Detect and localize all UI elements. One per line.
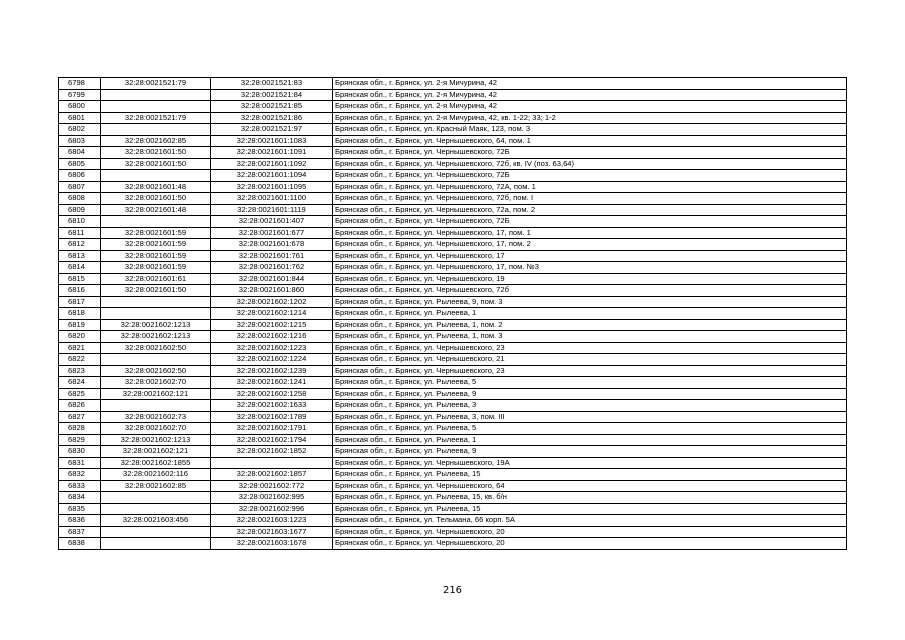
parent-cadastral-cell	[101, 170, 211, 182]
table-row	[59, 423, 847, 435]
row-number-cell: 6812	[59, 239, 101, 251]
row-number-cell: 6835	[59, 503, 101, 515]
address-cell: Брянская обл., г. Брянск, ул. Чернышевского, 64, пом. 1	[333, 135, 847, 147]
row-number-cell: 6828	[59, 423, 101, 435]
row-number-cell: 6824	[59, 377, 101, 389]
cadastral-number-cell: 32:28:0021601:678	[211, 239, 333, 251]
table-row	[59, 365, 847, 377]
row-number-cell: 6800	[59, 101, 101, 113]
table-row	[59, 112, 847, 124]
parent-cadastral-cell: 32:28:0021602:85	[101, 480, 211, 492]
parent-cadastral-cell: 32:28:0021602:50	[101, 365, 211, 377]
row-number-cell: 6808	[59, 193, 101, 205]
cadastral-number-cell: 32:28:0021602:1794	[211, 434, 333, 446]
cadastral-number-cell: 32:28:0021603:1223	[211, 515, 333, 527]
parent-cadastral-cell: 32:28:0021601:50	[101, 147, 211, 159]
table-row	[59, 308, 847, 320]
address-cell: Брянская обл., г. Брянск, ул. Чернышевского, 20	[333, 538, 847, 550]
address-cell: Брянская обл., г. Брянск, ул. Чернышевского, 72б	[333, 285, 847, 297]
table-row	[59, 101, 847, 113]
row-number-cell: 6821	[59, 342, 101, 354]
row-number-cell: 6827	[59, 411, 101, 423]
table-row	[59, 354, 847, 366]
address-cell: Брянская обл., г. Брянск, ул. Чернышевского, 72А, пом. 1	[333, 181, 847, 193]
table-row	[59, 457, 847, 469]
cadastral-number-cell: 32:28:0021602:1202	[211, 296, 333, 308]
address-cell: Брянская обл., г. Брянск, ул. 2-я Мичурина, 42	[333, 78, 847, 90]
address-cell: Брянская обл., г. Брянск, ул. Чернышевского, 23	[333, 342, 847, 354]
parent-cadastral-cell	[101, 400, 211, 412]
address-cell: Брянская обл., г. Брянск, ул. Чернышевского, 17, пом. №3	[333, 262, 847, 274]
row-number-cell: 6811	[59, 227, 101, 239]
parent-cadastral-cell	[101, 216, 211, 228]
parent-cadastral-cell	[101, 354, 211, 366]
table-row	[59, 89, 847, 101]
address-cell: Брянская обл., г. Брянск, ул. Рылеева, 1, пом. 2	[333, 319, 847, 331]
table-row	[59, 515, 847, 527]
address-cell: Брянская обл., г. Брянск, ул. Чернышевского, 19	[333, 273, 847, 285]
table-row	[59, 227, 847, 239]
table-row	[59, 78, 847, 90]
row-number-cell: 6817	[59, 296, 101, 308]
cadastral-number-cell: 32:28:0021602:1791	[211, 423, 333, 435]
row-number-cell: 6806	[59, 170, 101, 182]
row-number-cell: 6815	[59, 273, 101, 285]
parent-cadastral-cell: 32:28:0021601:48	[101, 181, 211, 193]
parent-cadastral-cell: 32:28:0021601:59	[101, 239, 211, 251]
address-cell: Брянская обл., г. Брянск, ул. Рылеева, 9	[333, 388, 847, 400]
address-cell: Брянская обл., г. Брянск, ул. Чернышевского, 17	[333, 250, 847, 262]
cadastral-number-cell: 32:28:0021521:85	[211, 101, 333, 113]
table-row	[59, 434, 847, 446]
cadastral-number-cell: 32:28:0021521:84	[211, 89, 333, 101]
parent-cadastral-cell: 32:28:0021601:50	[101, 158, 211, 170]
parent-cadastral-cell: 32:28:0021602:121	[101, 388, 211, 400]
table-row	[59, 193, 847, 205]
cadastral-number-cell: 32:28:0021601:1091	[211, 147, 333, 159]
cadastral-number-cell: 32:28:0021601:1100	[211, 193, 333, 205]
table-row	[59, 216, 847, 228]
row-number-cell: 6802	[59, 124, 101, 136]
row-number-cell: 6836	[59, 515, 101, 527]
cadastral-number-cell: 32:28:0021601:1083	[211, 135, 333, 147]
row-number-cell: 6838	[59, 538, 101, 550]
table-row	[59, 446, 847, 458]
row-number-cell: 6819	[59, 319, 101, 331]
cadastral-number-cell: 32:28:0021602:1789	[211, 411, 333, 423]
parent-cadastral-cell: 32:28:0021602:1213	[101, 331, 211, 343]
address-cell: Брянская обл., г. Брянск, ул. Чернышевского, 21	[333, 354, 847, 366]
row-number-cell: 6833	[59, 480, 101, 492]
parent-cadastral-cell: 32:28:0021603:456	[101, 515, 211, 527]
parent-cadastral-cell	[101, 503, 211, 515]
cadastral-number-cell: 32:28:0021602:1224	[211, 354, 333, 366]
table-row	[59, 262, 847, 274]
parent-cadastral-cell: 32:28:0021601:59	[101, 227, 211, 239]
cadastral-number-cell: 32:28:0021602:1258	[211, 388, 333, 400]
table-row	[59, 388, 847, 400]
cadastral-number-cell: 32:28:0021602:1852	[211, 446, 333, 458]
table-row	[59, 469, 847, 481]
address-cell: Брянская обл., г. Брянск, ул. Тельмана, 66 корп. 5А	[333, 515, 847, 527]
row-number-cell: 6810	[59, 216, 101, 228]
row-number-cell: 6818	[59, 308, 101, 320]
address-cell: Брянская обл., г. Брянск, ул. Чернышевского, 20	[333, 526, 847, 538]
table-row	[59, 492, 847, 504]
page-number: 216	[442, 585, 463, 596]
address-cell: Брянская обл., г. Брянск, ул. Рылеева, 5	[333, 377, 847, 389]
parent-cadastral-cell: 32:28:0021602:50	[101, 342, 211, 354]
address-cell: Брянская обл., г. Брянск, ул. Рылеева, 1, пом. 3	[333, 331, 847, 343]
row-number-cell: 6832	[59, 469, 101, 481]
row-number-cell: 6823	[59, 365, 101, 377]
table-row	[59, 331, 847, 343]
parent-cadastral-cell: 32:28:0021602:1213	[101, 434, 211, 446]
row-number-cell: 6816	[59, 285, 101, 297]
row-number-cell: 6799	[59, 89, 101, 101]
table-row	[59, 285, 847, 297]
parent-cadastral-cell	[101, 124, 211, 136]
parent-cadastral-cell: 32:28:0021601:59	[101, 250, 211, 262]
cadastral-number-cell: 32:28:0021602:1241	[211, 377, 333, 389]
row-number-cell: 6801	[59, 112, 101, 124]
address-cell: Брянская обл., г. Брянск, ул. Чернышевского, 19А	[333, 457, 847, 469]
address-cell: Брянская обл., г. Брянск, ул. Чернышевского, 72Б	[333, 170, 847, 182]
parent-cadastral-cell: 32:28:0021602:1855	[101, 457, 211, 469]
parent-cadastral-cell: 32:28:0021602:70	[101, 423, 211, 435]
address-cell: Брянская обл., г. Брянск, ул. Рылеева, 1	[333, 308, 847, 320]
cadastral-number-cell: 32:28:0021601:761	[211, 250, 333, 262]
cadastral-number-cell: 32:28:0021601:762	[211, 262, 333, 274]
address-cell: Брянская обл., г. Брянск, ул. Рылеева, 9, пом. 3	[333, 296, 847, 308]
table-row	[59, 538, 847, 550]
cadastral-number-cell: 32:28:0021602:1857	[211, 469, 333, 481]
address-cell: Брянская обл., г. Брянск, ул. Красный Маяк, 123, пом. 3	[333, 124, 847, 136]
cadastral-number-cell: 32:28:0021602:1215	[211, 319, 333, 331]
parent-cadastral-cell	[101, 296, 211, 308]
parent-cadastral-cell: 32:28:0021602:73	[101, 411, 211, 423]
cadastral-number-cell: 32:28:0021521:83	[211, 78, 333, 90]
table-row	[59, 400, 847, 412]
table-row	[59, 480, 847, 492]
cadastral-number-cell: 32:28:0021601:1095	[211, 181, 333, 193]
table-row	[59, 250, 847, 262]
address-cell: Брянская обл., г. Брянск, ул. Чернышевского, 23	[333, 365, 847, 377]
cadastral-number-cell: 32:28:0021521:86	[211, 112, 333, 124]
cadastral-number-cell: 32:28:0021602:772	[211, 480, 333, 492]
cadastral-number-cell: 32:28:0021602:1239	[211, 365, 333, 377]
cadastral-number-cell: 32:28:0021601:1119	[211, 204, 333, 216]
table-row	[59, 147, 847, 159]
address-cell: Брянская обл., г. Брянск, ул. Рылеева, 15	[333, 469, 847, 481]
address-cell: Брянская обл., г. Брянск, ул. Рылеева, 15	[333, 503, 847, 515]
table-row	[59, 273, 847, 285]
table-row	[59, 135, 847, 147]
table-row	[59, 526, 847, 538]
table-row	[59, 296, 847, 308]
row-number-cell: 6834	[59, 492, 101, 504]
address-cell: Брянская обл., г. Брянск, ул. 2-я Мичурина, 42	[333, 101, 847, 113]
parent-cadastral-cell: 32:28:0021601:59	[101, 262, 211, 274]
row-number-cell: 6803	[59, 135, 101, 147]
cadastral-number-cell: 32:28:0021602:996	[211, 503, 333, 515]
row-number-cell: 6829	[59, 434, 101, 446]
row-number-cell: 6798	[59, 78, 101, 90]
table-row	[59, 411, 847, 423]
cadastral-number-cell: 32:28:0021601:844	[211, 273, 333, 285]
parent-cadastral-cell: 32:28:0021521:79	[101, 112, 211, 124]
row-number-cell: 6804	[59, 147, 101, 159]
row-number-cell: 6807	[59, 181, 101, 193]
cadastral-number-cell: 32:28:0021601:1092	[211, 158, 333, 170]
registry-body	[59, 78, 847, 550]
cadastral-number-cell: 32:28:0021603:1677	[211, 526, 333, 538]
table-row	[59, 170, 847, 182]
table-row	[59, 124, 847, 136]
row-number-cell: 6826	[59, 400, 101, 412]
parent-cadastral-cell: 32:28:0021602:121	[101, 446, 211, 458]
row-number-cell: 6820	[59, 331, 101, 343]
row-number-cell: 6825	[59, 388, 101, 400]
cadastral-number-cell: 32:28:0021602:1216	[211, 331, 333, 343]
cadastral-number-cell: 32:28:0021602:1223	[211, 342, 333, 354]
cadastral-number-cell: 32:28:0021602:1633	[211, 400, 333, 412]
address-cell: Брянская обл., г. Брянск, ул. Рылеева, 15, кв. б/н	[333, 492, 847, 504]
row-number-cell: 6831	[59, 457, 101, 469]
parent-cadastral-cell	[101, 492, 211, 504]
cadastral-number-cell: 32:28:0021601:1094	[211, 170, 333, 182]
table-row	[59, 377, 847, 389]
row-number-cell: 6813	[59, 250, 101, 262]
address-cell: Брянская обл., г. Брянск, ул. Чернышевского, 17, пом. 1	[333, 227, 847, 239]
address-cell: Брянская обл., г. Брянск, ул. Чернышевского, 64	[333, 480, 847, 492]
cadastral-number-cell: 32:28:0021602:1214	[211, 308, 333, 320]
table-row	[59, 503, 847, 515]
parent-cadastral-cell: 32:28:0021601:50	[101, 193, 211, 205]
table-row	[59, 204, 847, 216]
parent-cadastral-cell: 32:28:0021601:50	[101, 285, 211, 297]
parent-cadastral-cell	[101, 89, 211, 101]
cadastral-number-cell: 32:28:0021601:407	[211, 216, 333, 228]
address-cell: Брянская обл., г. Брянск, ул. 2-я Мичурина, 42	[333, 89, 847, 101]
row-number-cell: 6809	[59, 204, 101, 216]
cadastral-number-cell: 32:28:0021521:97	[211, 124, 333, 136]
address-cell: Брянская обл., г. Брянск, ул. Чернышевского, 72б, кв. IV (поз. 63,64)	[333, 158, 847, 170]
address-cell: Брянская обл., г. Брянск, ул. Чернышевского, 72б, пом. I	[333, 193, 847, 205]
cadastral-number-cell: 32:28:0021601:677	[211, 227, 333, 239]
address-cell: Брянская обл., г. Брянск, ул. Чернышевского, 72а, пом. 2	[333, 204, 847, 216]
row-number-cell: 6830	[59, 446, 101, 458]
address-cell: Брянская обл., г. Брянск, ул. Рылеева, 5	[333, 423, 847, 435]
parent-cadastral-cell	[101, 538, 211, 550]
cadastral-number-cell: 32:28:0021603:1678	[211, 538, 333, 550]
table-row	[59, 342, 847, 354]
table-row	[59, 181, 847, 193]
row-number-cell: 6805	[59, 158, 101, 170]
parent-cadastral-cell: 32:28:0021602:116	[101, 469, 211, 481]
cadastral-number-cell	[211, 457, 333, 469]
address-cell: Брянская обл., г. Брянск, ул. 2-я Мичурина, 42, кв. 1-22; 33; 1-2	[333, 112, 847, 124]
parent-cadastral-cell: 32:28:0021601:48	[101, 204, 211, 216]
row-number-cell: 6822	[59, 354, 101, 366]
address-cell: Брянская обл., г. Брянск, ул. Рылеева, 3	[333, 400, 847, 412]
address-cell: Брянская обл., г. Брянск, ул. Рылеева, 3, пом. III	[333, 411, 847, 423]
parent-cadastral-cell: 32:28:0021521:79	[101, 78, 211, 90]
table-row	[59, 319, 847, 331]
cadastral-number-cell: 32:28:0021601:860	[211, 285, 333, 297]
row-number-cell: 6837	[59, 526, 101, 538]
parent-cadastral-cell: 32:28:0021601:61	[101, 273, 211, 285]
table-row	[59, 158, 847, 170]
table-row	[59, 239, 847, 251]
parent-cadastral-cell: 32:28:0021602:85	[101, 135, 211, 147]
parent-cadastral-cell	[101, 308, 211, 320]
parent-cadastral-cell: 32:28:0021602:70	[101, 377, 211, 389]
parent-cadastral-cell	[101, 526, 211, 538]
address-cell: Брянская обл., г. Брянск, ул. Рылеева, 9	[333, 446, 847, 458]
address-cell: Брянская обл., г. Брянск, ул. Рылеева, 1	[333, 434, 847, 446]
address-cell: Брянская обл., г. Брянск, ул. Чернышевского, 72Б	[333, 216, 847, 228]
parent-cadastral-cell	[101, 101, 211, 113]
address-cell: Брянская обл., г. Брянск, ул. Чернышевского, 72Б	[333, 147, 847, 159]
row-number-cell: 6814	[59, 262, 101, 274]
cadastral-number-cell: 32:28:0021602:995	[211, 492, 333, 504]
property-registry-table	[58, 77, 847, 550]
address-cell: Брянская обл., г. Брянск, ул. Чернышевского, 17, пом. 2	[333, 239, 847, 251]
parent-cadastral-cell: 32:28:0021602:1213	[101, 319, 211, 331]
